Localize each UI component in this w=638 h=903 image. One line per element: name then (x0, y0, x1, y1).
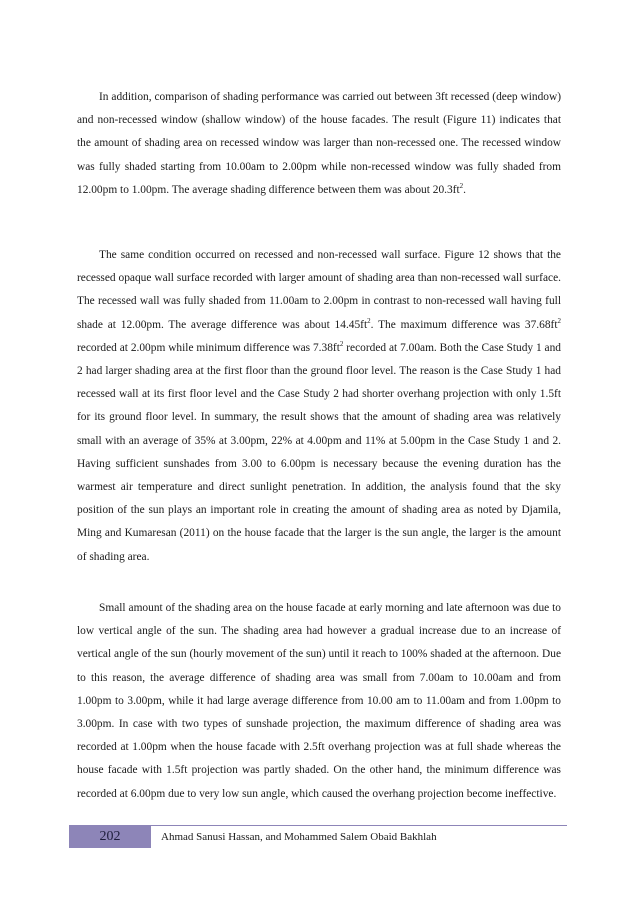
paragraph-shading-window-comparison (77, 86, 561, 202)
paragraph-text: recorded at 7.00am. Both the Case Study 1 and 2 had larger shading area at the first floor than the ground floor level. The reason is the Case Study 1 had recessed wall at its first floor level and the Case Study 2 had shorter overhang projection with only 1.5ft for its ground floor level. In summary, the result shows that the amount of shading area was relatively small with an average of 35% at 3.00pm, 22% at 4.00pm and 11% at 5.00pm in the Case Study 1 and 2. Having sufficient sunshades from 3.00 to 6.00pm is necessary because the evening duration has the warmest air temperature and direct sunlight penetration. In addition, the analysis found that the sky position of the sun plays an important role in creating the amount of shading area as noted by Djamila, Ming and Kumaresan (2011) on the house facade that the larger is the sun angle, the larger is the amount of shading area. (77, 341, 561, 563)
paragraph-text: . The maximum difference was 37.68ft (370, 318, 558, 331)
paragraph-text: . (463, 183, 466, 196)
superscript: 2 (459, 182, 464, 191)
superscript: 2 (557, 316, 561, 325)
page-number: 202 (69, 826, 151, 848)
paragraph-sun-angle-effect (77, 597, 561, 806)
footer-authors: Ahmad Sanusi Hassan, and Mohammed Salem Obaid Bakhlah (161, 831, 437, 843)
paragraph-text: recorded at 2.00pm while minimum difference was 7.38ft (77, 341, 340, 354)
superscript: 2 (367, 316, 371, 325)
paragraph-text: The same condition occurred on recessed and non-recessed wall surface. Figure 12 shows that the recessed opaque wall surface recorded with larger amount of shading area than non-recessed wall surface. The recessed wall was fully shaded from 11.00am to 2.00pm in contrast to non-recessed wall having full shade at 12.00pm. The average difference was about 14.45ft (77, 249, 561, 331)
superscript: 2 (339, 340, 344, 349)
paragraph-recessed-wall-comparison (77, 244, 561, 569)
paragraph-text: In addition, comparison of shading performance was carried out between 3ft recessed (deep window) and non-recessed window (shallow window) of the house facades. The result (Figure 11) indicates that the amount of shading area on recessed window was larger than non-recessed one. The recessed window was fully shaded starting from 10.00am to 2.00pm while non-recessed window was fully shaded from 12.00pm to 1.00pm. The average shading difference between them was about 20.3ft (77, 91, 561, 196)
paragraph-text: Small amount of the shading area on the house facade at early morning and late afternoon was due to low vertical angle of the sun. The shading area had however a gradual increase due to an increase of vertical angle of the sun (hourly movement of the sun) until it reach to 100% shaded at the afternoon. Due to this reason, the average difference of shading area was small from 7.00am to 10.00am and from 1.00pm to 3.00pm, while it had large average difference from 10.00 am to 11.00am and from 1.00pm to 3.00pm. In case with two types of sunshade projection, the maximum difference of shading area was recorded at 1.00pm when the house facade with 2.5ft overhang projection was at full shade whereas the house facade with 1.5ft projection was partly shaded. On the other hand, the minimum difference was recorded at 6.00pm due to very low sun angle, which caused the overhang projection become ineffective. (77, 602, 561, 800)
